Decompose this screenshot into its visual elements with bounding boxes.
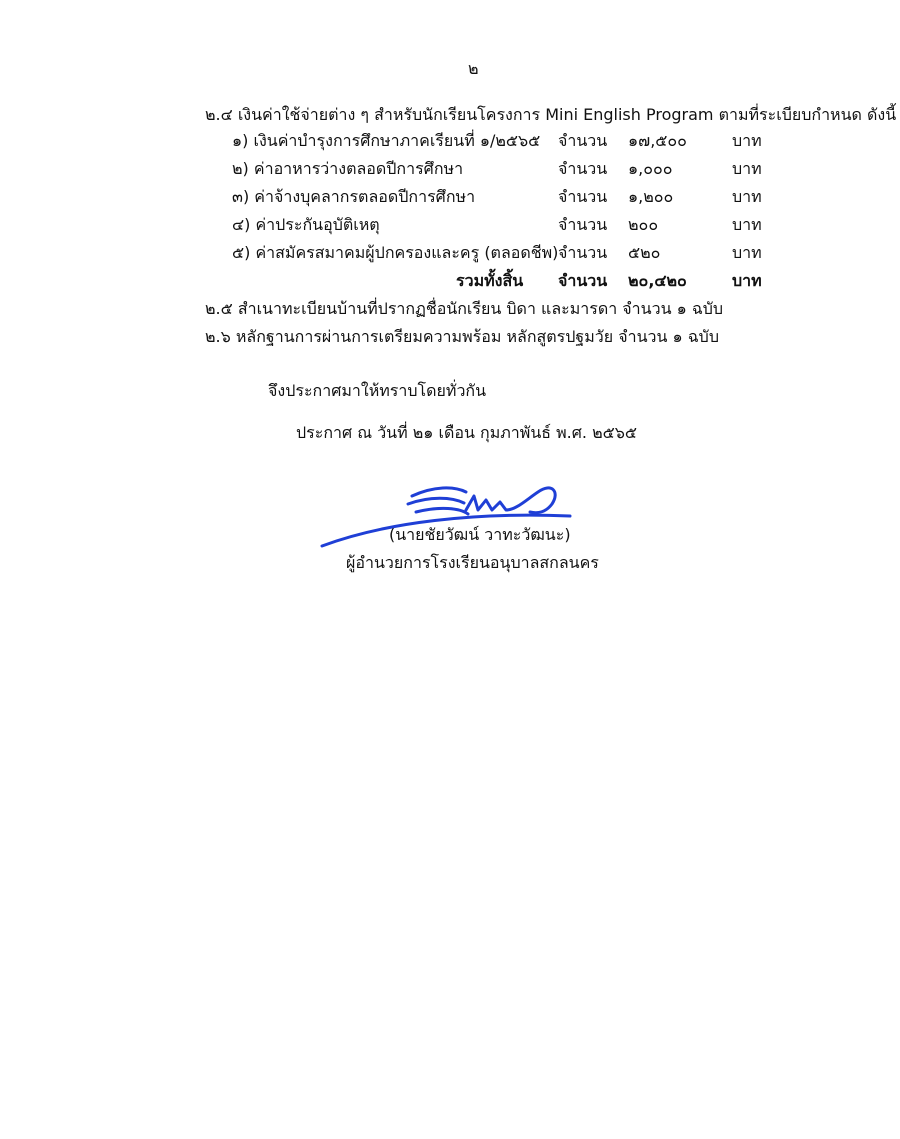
fee-label: ๒) ค่าอาหารว่างตลอดปีการศึกษา	[232, 159, 464, 178]
announcement-text: จึงประกาศมาให้ทราบโดยทั่วกัน	[268, 381, 487, 400]
signer-title: ผู้อำนวยการโรงเรียนอนุบาลสกลนคร	[346, 553, 599, 572]
amount-label: จำนวน	[558, 271, 608, 290]
document-requirement: ๒.๖ หลักฐานการผ่านการเตรียมความพร้อม หลักสูตรปฐมวัย จำนวน ๑ ฉบับ	[205, 327, 719, 346]
fee-label: ๔) ค่าประกันอุบัติเหตุ	[232, 215, 380, 234]
amount-label: จำนวน	[558, 187, 608, 206]
currency-unit: บาท	[732, 159, 762, 178]
currency-unit: บาท	[732, 215, 762, 234]
fee-label: ๓) ค่าจ้างบุคลากรตลอดปีการศึกษา	[232, 187, 476, 206]
fee-label: ๕) ค่าสมัครสมาคมผู้ปกครองและครู (ตลอดชีพ)	[232, 243, 559, 262]
fees-heading: ๒.๔ เงินค่าใช้จ่ายต่าง ๆ สำหรับนักเรียนโครงการ Mini English Program ตามที่ระเบียบกำหนด ดังนี้	[205, 105, 897, 124]
fee-amount: ๑,๐๐๐	[628, 159, 673, 178]
currency-unit: บาท	[732, 271, 762, 290]
amount-label: จำนวน	[558, 131, 608, 150]
page-number: ๒	[468, 59, 479, 78]
fee-amount: ๑,๒๐๐	[628, 187, 674, 206]
currency-unit: บาท	[732, 131, 762, 150]
total-amount: ๒๐,๔๒๐	[628, 271, 687, 290]
total-label: รวมทั้งสิ้น	[456, 271, 524, 290]
fee-amount: ๕๒๐	[628, 243, 661, 262]
amount-label: จำนวน	[558, 215, 608, 234]
signature-stroke	[408, 488, 468, 514]
announcement-date: ประกาศ ณ วันที่ ๒๑ เดือน กุมภาพันธ์ พ.ศ. ๒๕๖๕	[296, 423, 638, 442]
amount-label: จำนวน	[558, 159, 608, 178]
fee-amount: ๒๐๐	[628, 215, 659, 234]
amount-label: จำนวน	[558, 243, 608, 262]
fee-label: ๑) เงินค่าบำรุงการศึกษาภาคเรียนที่ ๑/๒๕๖๕	[232, 131, 541, 150]
document-requirement: ๒.๕ สำเนาทะเบียนบ้านที่ปรากฏชื่อนักเรียน บิดา และมารดา จำนวน ๑ ฉบับ	[205, 299, 724, 318]
currency-unit: บาท	[732, 187, 762, 206]
signer-name: (นายชัยวัฒน์ วาทะวัฒนะ)	[389, 525, 571, 544]
currency-unit: บาท	[732, 243, 762, 262]
fee-amount: ๑๗,๕๐๐	[628, 131, 687, 150]
signature-stroke	[466, 488, 555, 513]
